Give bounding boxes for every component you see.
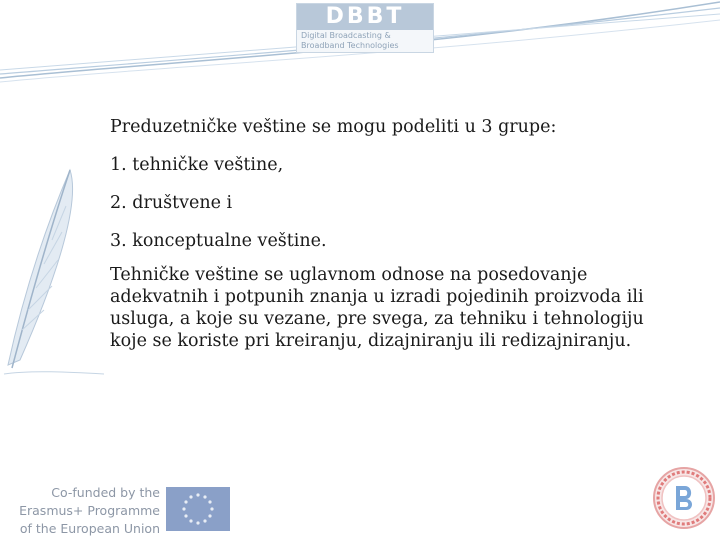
eu-text-line1: Co-funded by the — [51, 485, 160, 500]
eu-text-line3: of the European Union — [19, 521, 160, 536]
eu-cofunding-text — [0, 484, 160, 538]
list-item: 2. društvene i — [110, 193, 233, 213]
list-item: 3. konceptualne veštine. — [110, 231, 327, 251]
logo-title: DBBT — [297, 4, 433, 30]
eu-text-line2: Erasmus+ Programme — [19, 503, 160, 518]
logo-subtitle-line1: Digital Broadcasting & — [301, 31, 391, 40]
quill-feather-icon — [0, 160, 110, 380]
university-seal-icon — [652, 466, 716, 530]
eu-flag-icon — [166, 487, 230, 531]
slide-content — [110, 116, 670, 352]
dbbt-logo — [296, 3, 434, 53]
list-item: 1. tehničke veštine, — [110, 155, 284, 175]
body-paragraph: Tehničke veštine se uglavnom odnose na posedovanje adekvatnih i potpunih znanja u izradi pojedinih proizvoda ili usluga, a koje su vezane, pre svega, za tehniku i tehnologiju koje se koriste pri kreiranju, dizajniranju ili redizajniranju. — [110, 265, 644, 351]
logo-subtitle-line2: Broadband Technologies — [301, 41, 399, 50]
intro-text: Preduzetničke veštine se mogu podeliti u 3 grupe: — [110, 117, 557, 137]
